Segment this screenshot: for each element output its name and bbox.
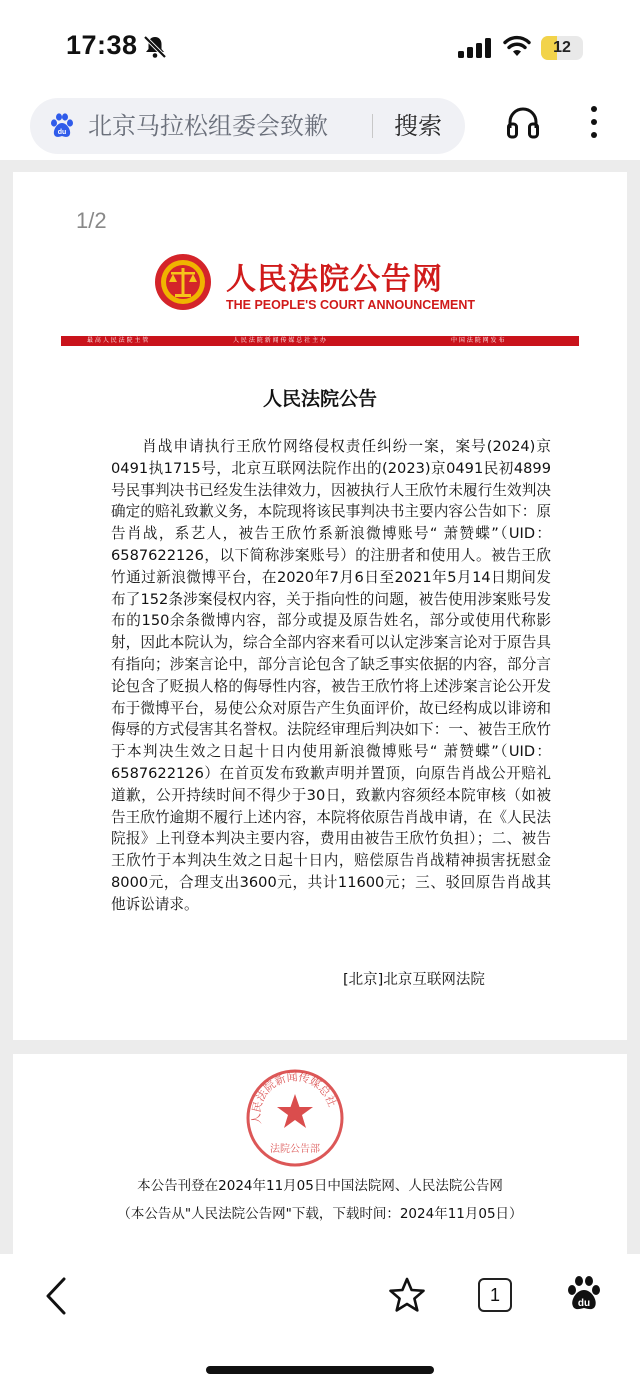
battery-percent: 12 (553, 39, 571, 56)
seal-sub-text: 法院公告部 (270, 1144, 320, 1155)
announcement-title: 人民法院公告 (262, 388, 377, 410)
bar-text-organizer: 人 民 法 院 新 闻 传 媒 总 社 主 办 (233, 337, 326, 344)
search-separator (372, 114, 373, 138)
site-brand-cn: 人民法院公告网 (226, 262, 443, 297)
download-note: （本公告从"人民法院公告网"下载，下载时间：2024年11月05日） (117, 1206, 523, 1222)
bar-text-supervisor: 最 高 人 民 法 院 主 管 (87, 337, 149, 344)
headphones-icon[interactable] (505, 104, 541, 140)
more-menu-icon[interactable] (584, 102, 604, 142)
back-icon[interactable] (44, 1276, 68, 1316)
official-seal-icon (245, 1068, 345, 1168)
home-indicator[interactable] (206, 1366, 434, 1374)
document-page-2 (13, 1054, 627, 1254)
tabs-button[interactable]: 1 (478, 1278, 512, 1312)
search-query: 北京马拉松组委会致歉 (88, 112, 328, 140)
document-page-1 (13, 172, 627, 1040)
header-red-bar (61, 336, 579, 346)
search-button[interactable]: 搜索 (394, 112, 442, 140)
search-input[interactable] (30, 98, 465, 154)
status-bar (0, 0, 640, 90)
bar-text-publisher: 中 国 法 院 网 发 布 (451, 337, 505, 344)
wifi-icon (503, 34, 531, 58)
svg-text:du: du (57, 129, 67, 136)
announcement-body (111, 436, 551, 916)
seal-text: 人民法院新闻传媒总社 (249, 1070, 339, 1125)
baidu-logo-icon (48, 112, 76, 140)
mute-bell-icon (142, 34, 168, 60)
baidu-paw-icon[interactable] (564, 1274, 604, 1314)
court-signature: [北京]北京互联网法院 (343, 972, 485, 988)
bookmark-star-icon[interactable] (388, 1276, 426, 1314)
announcement-body-text: 肖战申请执行王欣竹网络侵权责任纠纷一案，案号(2024)京0491执1715号，北京互联网法院作出的(2023)京0491民初4899号民事判决书已经发生法律效力，因被执行人王欣竹未履行生效判决确定的赔礼致歉义务，本院现将该民事判决书主要内容公告如下：原告肖战，系艺人，被告王欣竹系新浪微博账号“ 萧赞蝶”（UID：6587622126，以下简称涉案账号）的注册者和使用人。被告王欣竹通过新浪微博平台，在2020年7月6日至2021年5月14日期间发布了152条涉案侵权内容，关于指向性的问题，被告使用涉案账号发布的150余条微博内容，部分或提及原告姓名，部分或使用代称影射，因此本院认为，综合全部内容来看可以认定涉案言论对于原告具有指向；涉案言论中，部分言论包含了缺乏事实依据的内容，部分言论包含了贬损人格的侮辱性内容，被告王欣竹将上述涉案言论公开发布于微博平台，易使公众对原告产生负面评价，故已经构成以诽谤和侮辱的方式侵害其名誉权。法院经审理后判决如下：一、被告王欣竹于本判决生效之日起十日内使用新浪微博账号“ 萧赞蝶”（UID：6587622126）在首页发布致歉声明并置顶，向原告肖战公开赔礼道歉，公开持续时间不得少于30日，致歉内容须经本院审核（如被告王欣竹逾期不履行上述内容，本院将依原告肖战申请，在《人民法院报》上刊登本判决主要内容，费用由被告王欣竹负担）；二、被告王欣竹于本判决生效之日起十日内，赔偿原告肖战精神损害抚慰金8000元，合理支出3600元，共计11600元；三、驳回原告肖战其他诉讼请求。 (111, 438, 551, 913)
page-indicator: 1/2 (76, 208, 107, 233)
publication-note: 本公告刊登在2024年11月05日中国法院网、人民法院公告网 (137, 1178, 503, 1194)
battery-icon (541, 36, 583, 60)
signal-icon (458, 38, 492, 58)
browser-top-bar (0, 90, 640, 160)
site-brand-en: THE PEOPLE'S COURT ANNOUNCEMENT (226, 298, 476, 312)
court-emblem-icon (153, 252, 213, 312)
status-time: 17:38 (66, 30, 138, 60)
svg-text:du: du (577, 1298, 591, 1309)
